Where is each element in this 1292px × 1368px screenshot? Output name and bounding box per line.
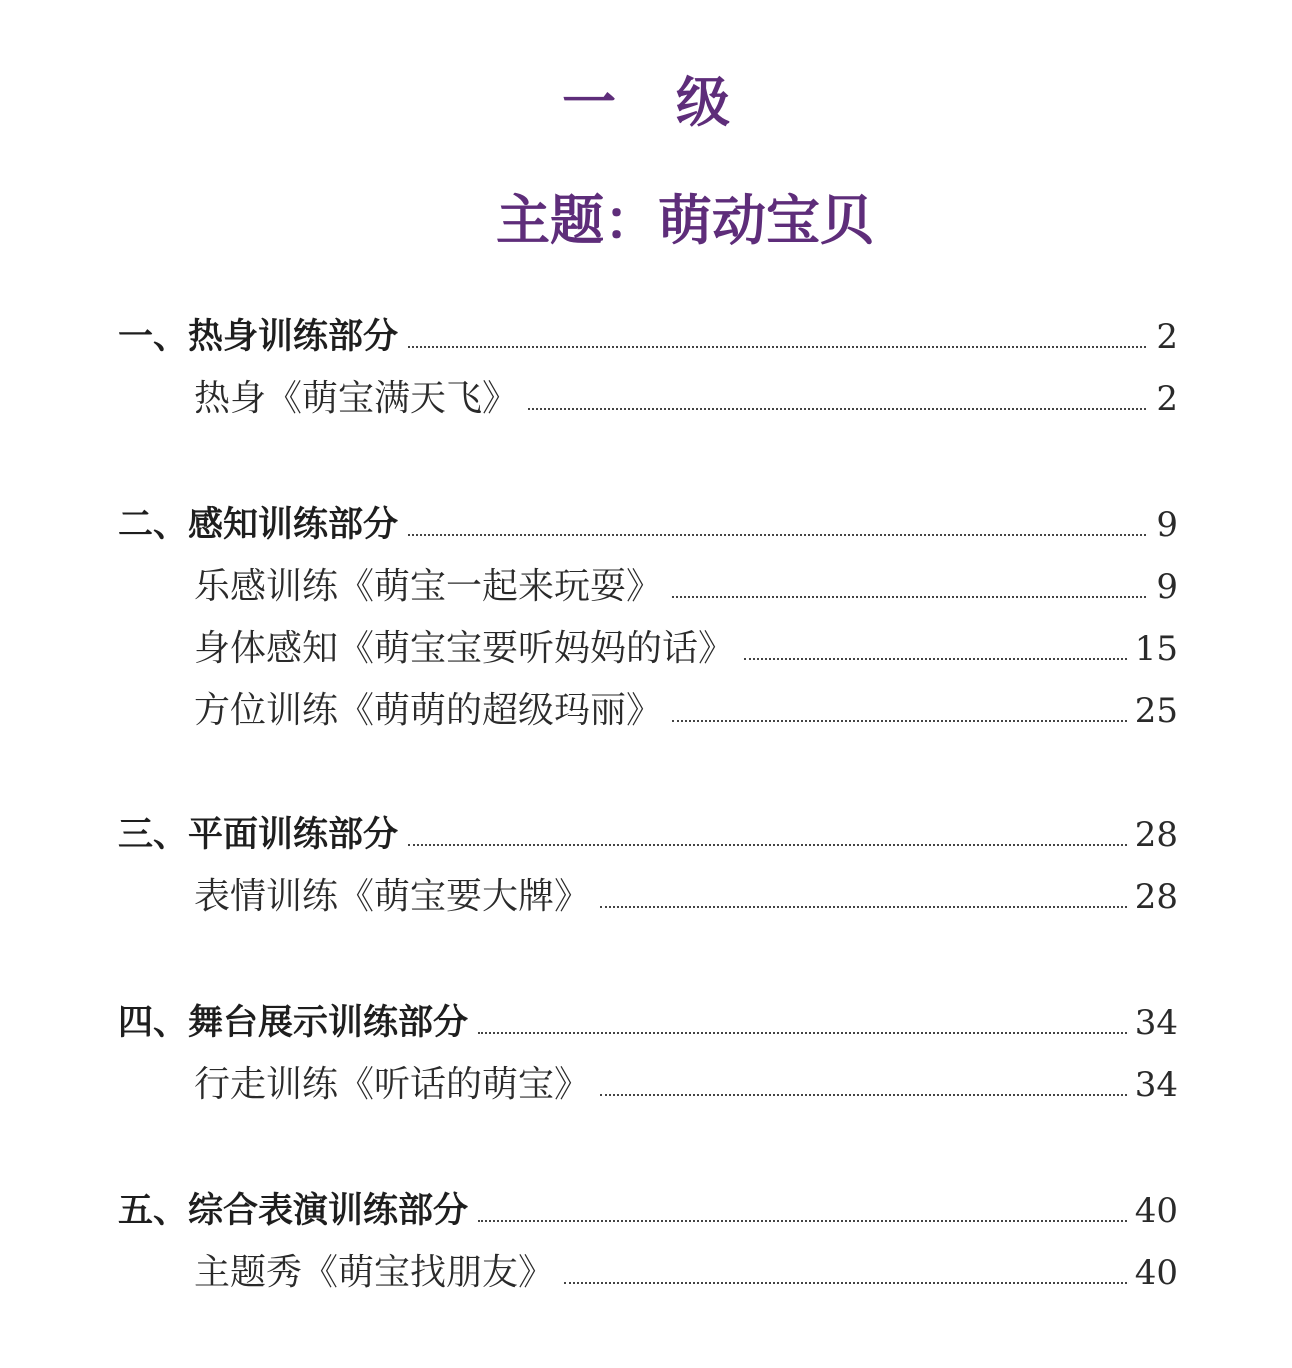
toc-section-label: 一、热身训练部分	[118, 317, 399, 357]
toc-section-warmup[interactable]	[118, 312, 1178, 362]
toc-entry[interactable]	[194, 562, 1178, 612]
toc-entry[interactable]	[194, 1248, 1178, 1298]
toc-entry-label: 身体感知《萌宝宝要听妈妈的话》	[194, 628, 735, 669]
toc-page-number: 40	[1134, 1253, 1178, 1293]
dot-leader	[408, 346, 1146, 348]
dot-leader	[564, 1282, 1127, 1284]
toc-section-label: 四、舞台展示训练部分	[118, 1003, 469, 1043]
toc-entry-label: 方位训练《萌萌的超级玛丽》	[194, 690, 663, 731]
dot-leader	[528, 408, 1146, 410]
level-title	[0, 62, 1292, 142]
toc-entry[interactable]	[194, 374, 1178, 424]
theme-title: 主题：萌动宝贝	[496, 188, 874, 252]
toc-section-label: 二、感知训练部分	[118, 505, 399, 545]
toc-section-stage[interactable]	[118, 998, 1178, 1048]
toc-section-performance[interactable]	[118, 1186, 1178, 1236]
toc-page-number: 9	[1156, 505, 1178, 545]
level-title-char-2: 级	[676, 70, 730, 134]
dot-leader	[478, 1032, 1127, 1034]
toc-page-number: 28	[1134, 815, 1178, 855]
dot-leader	[672, 596, 1146, 598]
toc-page-number: 28	[1134, 877, 1178, 917]
toc-section-label: 三、平面训练部分	[118, 815, 399, 855]
toc-entry[interactable]	[194, 686, 1178, 736]
dot-leader	[478, 1220, 1127, 1222]
toc-page-number: 15	[1134, 629, 1178, 669]
dot-leader	[600, 1094, 1127, 1096]
toc-page-number: 34	[1134, 1003, 1178, 1043]
toc-section-perception[interactable]	[118, 500, 1178, 550]
dot-leader	[744, 658, 1127, 660]
toc-page-number: 25	[1134, 691, 1178, 731]
toc-entry-label: 热身《萌宝满天飞》	[194, 378, 519, 419]
toc-entry-label: 表情训练《萌宝要大牌》	[194, 876, 591, 917]
dot-leader	[672, 720, 1127, 722]
dot-leader	[408, 534, 1146, 536]
toc-entry[interactable]	[194, 624, 1178, 674]
toc-page-number: 2	[1156, 317, 1178, 357]
toc-section-plane[interactable]	[118, 810, 1178, 860]
toc-entry-label: 行走训练《听话的萌宝》	[194, 1064, 591, 1105]
toc-entry-label: 主题秀《萌宝找朋友》	[194, 1252, 555, 1293]
toc-section-label: 五、综合表演训练部分	[118, 1191, 469, 1231]
toc-entry-label: 乐感训练《萌宝一起来玩耍》	[194, 566, 663, 607]
level-title-char-1: 一	[562, 70, 616, 134]
toc-entry[interactable]	[194, 872, 1178, 922]
toc-page-number: 34	[1134, 1065, 1178, 1105]
toc-page-number: 2	[1156, 379, 1178, 419]
toc-page-number: 40	[1134, 1191, 1178, 1231]
toc-entry[interactable]	[194, 1060, 1178, 1110]
dot-leader	[600, 906, 1127, 908]
dot-leader	[408, 844, 1127, 846]
toc-page-number: 9	[1156, 567, 1178, 607]
